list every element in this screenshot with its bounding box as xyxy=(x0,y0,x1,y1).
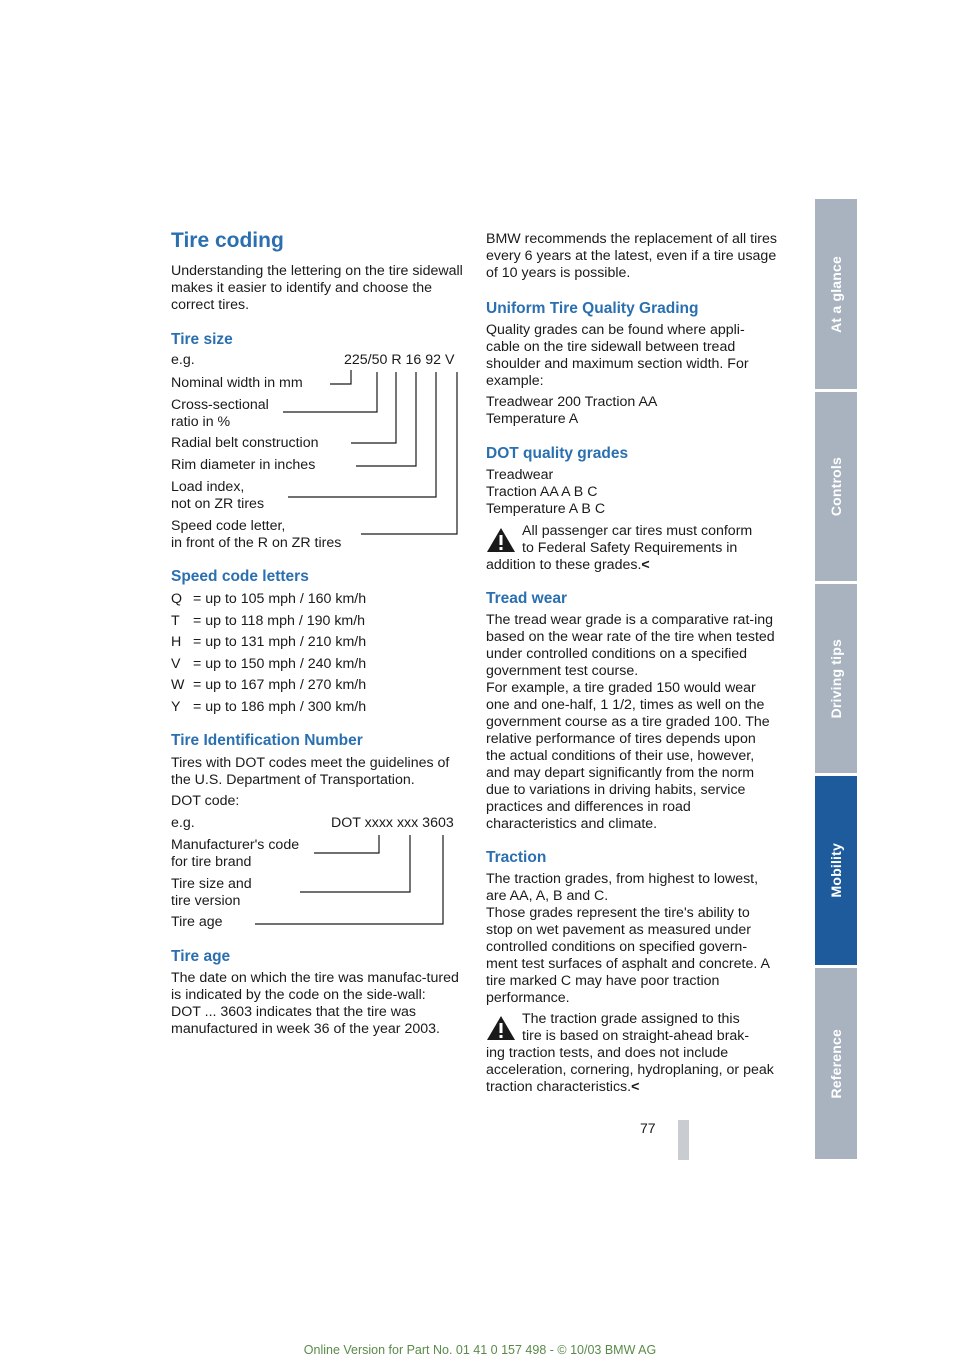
warning-1-line-2: to Federal Safety Requirements in xyxy=(522,540,738,556)
traction-paragraph xyxy=(486,871,778,1007)
leader-line xyxy=(300,835,410,892)
tab-driving-tips[interactable] xyxy=(815,584,857,773)
speed-text: = up to 150 mph / 240 km/h xyxy=(193,656,367,672)
label-radial: Radial belt construction xyxy=(171,435,319,451)
dot-grade-treadwear: Treadwear xyxy=(486,467,554,483)
tab-controls[interactable] xyxy=(815,392,857,581)
speed-letter: T xyxy=(171,613,180,629)
end-mark: < xyxy=(641,557,650,573)
tab-label: Driving tips xyxy=(828,638,844,719)
speed-text: = up to 118 mph / 190 km/h xyxy=(193,613,366,629)
footer: Online Version for Part No. 01 41 0 157 498 - © 10/03 BMW AG xyxy=(303,1343,657,1357)
label-speed-1: Speed code letter, xyxy=(171,518,286,534)
intro-text: Understanding the lettering on the tire sidewall makes it easier to identify and choose the correct tires. xyxy=(171,263,463,313)
tin-heading: Tire Identification Number xyxy=(171,732,363,749)
speed-text: = up to 131 mph / 210 km/h xyxy=(193,634,367,650)
tire-age-text-2: DOT ... 3603 indicates that the tire was manufactured in week 36 of the year 2003. xyxy=(171,1004,440,1037)
leader-line xyxy=(283,372,377,412)
warning-icon xyxy=(486,1015,516,1041)
tread-wear-heading: Tread wear xyxy=(486,590,567,607)
warning-1-line-3 xyxy=(486,557,650,574)
speed-text: = up to 186 mph / 300 km/h xyxy=(193,699,367,715)
dot-grade-traction: Traction AA A B C xyxy=(486,484,598,500)
utqg-example-2: Temperature A xyxy=(486,411,579,427)
label-speed-2: in front of the R on ZR tires xyxy=(171,535,342,551)
dot-code-label: DOT code: xyxy=(171,793,240,809)
label-nominal-width: Nominal width in mm xyxy=(171,375,303,391)
label-size-version-1: Tire size and xyxy=(171,876,252,892)
dot-eg: e.g. xyxy=(171,815,195,831)
label-load-1: Load index, xyxy=(171,479,245,495)
utqg-example-1: Treadwear 200 Traction AA xyxy=(486,394,658,410)
label-load-2: not on ZR tires xyxy=(171,496,265,512)
leader-line xyxy=(314,835,379,853)
leader-line xyxy=(330,370,351,384)
leader-line xyxy=(356,372,416,466)
tab-label: Reference xyxy=(828,1028,844,1099)
tab-mobility[interactable] xyxy=(815,776,857,965)
tab-label: Mobility xyxy=(828,843,844,898)
speed-letter: W xyxy=(171,677,185,693)
page-number-bar xyxy=(678,1120,689,1160)
tire-size-eg: e.g. xyxy=(171,352,195,368)
tread-wear-paragraph xyxy=(486,612,778,833)
tab-label: Controls xyxy=(828,456,844,517)
speed-letter: Q xyxy=(171,591,183,607)
tab-at-a-glance[interactable] xyxy=(815,199,857,389)
label-tire-age: Tire age xyxy=(171,914,223,930)
bmw-text: BMW recommends the replacement of all tires every 6 years at the latest, even if a tire usage of 10 years is possible. xyxy=(486,231,777,281)
label-cross-sectional-2: ratio in % xyxy=(171,414,231,430)
leader-line xyxy=(351,372,396,443)
speed-text: = up to 105 mph / 160 km/h xyxy=(193,591,367,607)
utqg-text: Quality grades can be found where appli-cable on the tire sidewall between tread shoulder and maximum section width. For example: xyxy=(486,322,749,389)
tire-size-code: 225/50 R 16 92 V xyxy=(344,352,455,368)
utqg-paragraph xyxy=(486,322,778,390)
speed-text: = up to 167 mph / 270 km/h xyxy=(193,677,367,693)
label-cross-sectional-1: Cross-sectional xyxy=(171,397,269,413)
tread-wear-text-2: For example, a tire graded 150 would wear one and one-half, 1 1/2, times as well on the government course as a tire graded 100. The relative performance of tires depends upon the actual conditions of their use, however, and may depart significantly from the norm due to variations in driving habits, service practices and differences in road characteristics and climate. xyxy=(486,680,770,832)
dot-code: DOT xxxx xxx 3603 xyxy=(331,815,454,831)
tin-text: Tires with DOT codes meet the guidelines of the U.S. Department of Transportation. xyxy=(171,755,450,788)
tread-wear-text-1: The tread wear grade is a comparative rat-ing based on the wear rate of the tire when tested under controlled conditions on a specified government test course. xyxy=(486,612,775,679)
page-number: 77 xyxy=(640,1120,656,1136)
warning-2-line-1: The traction grade assigned to this xyxy=(522,1011,740,1027)
warning-2-rest xyxy=(486,1045,778,1096)
warning-2-text xyxy=(486,1045,778,1096)
leader-line xyxy=(288,372,436,497)
speed-codes-heading: Speed code letters xyxy=(171,568,309,585)
bmw-recommendation xyxy=(486,231,778,282)
tire-age-text-1: The date on which the tire was manufac-tured is indicated by the code on the side-wall: xyxy=(171,970,459,1003)
warning-1-line-1: All passenger car tires must conform xyxy=(522,523,753,539)
traction-heading: Traction xyxy=(486,849,547,866)
label-mfr-1: Manufacturer's code xyxy=(171,837,300,853)
speed-letter: V xyxy=(171,656,181,672)
tab-label: At a glance xyxy=(828,255,844,333)
dot-grades-heading: DOT quality grades xyxy=(486,445,629,462)
warning-2-line-2: tire is based on straight-ahead brak- xyxy=(522,1028,750,1044)
warning-icon xyxy=(486,527,516,553)
tire-size-heading: Tire size xyxy=(171,331,233,348)
label-rim: Rim diameter in inches xyxy=(171,457,316,473)
leader-line xyxy=(255,835,443,924)
speed-letter: H xyxy=(171,634,182,650)
warning-1-text: addition to these grades. xyxy=(486,557,642,573)
dot-grade-temperature: Temperature A B C xyxy=(486,501,606,517)
speed-letter: Y xyxy=(171,699,181,715)
utqg-heading: Uniform Tire Quality Grading xyxy=(486,300,699,317)
end-mark: < xyxy=(631,1079,640,1095)
warning-2-line-3: ing traction tests, and does not include acceleration, cornering, hydroplaning, or peak traction characteristics. xyxy=(486,1045,774,1095)
label-mfr-2: for tire brand xyxy=(171,854,252,870)
traction-text-2: Those grades represent the tire's ability to stop on wet pavement as measured under controlled conditions on specified govern-ment test surfaces of asphalt and concrete. A tire marked C may have poor traction performance. xyxy=(486,905,770,1006)
traction-text-1: The traction grades, from highest to lowest, are AA, A, B and C. xyxy=(486,871,759,904)
tire-age-heading: Tire age xyxy=(171,948,231,965)
page-title: Tire coding xyxy=(171,229,284,252)
tab-reference[interactable] xyxy=(815,968,857,1159)
leader-line xyxy=(361,372,457,534)
label-size-version-2: tire version xyxy=(171,893,241,909)
